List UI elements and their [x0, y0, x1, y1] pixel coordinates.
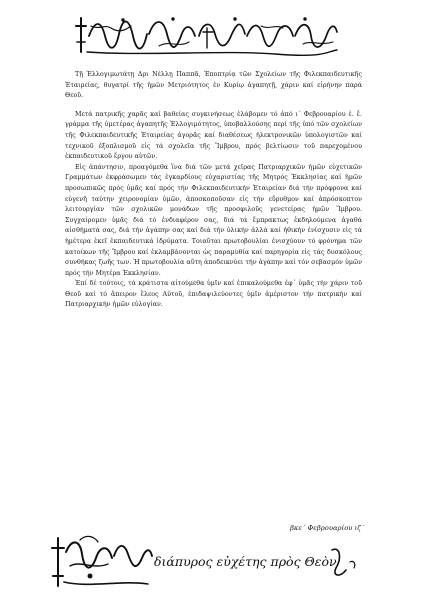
body-paragraph-2: Εἰς ἀπάντησιν, προαγόμεθα ἵνα διά τῶν μετά χεῖρας Πατριαρχικῶν ἡμῶν εὐχετικῶν Γραμμάτων ἐκφράσωμεν τάς ἐγκαρδίους εὐχαριστίας τῆς Μητρός Ἐκκλησίας καί ἡμῶν προσωπικῶς πρός ὑμᾶς καί πρός τήν Φιλεκπαιδευτικήν Ἑταιρείαν διά τήν πρόφρονα καί εὐγενῆ ταύτην χειρονομίαν ὑμῶν, ἀποσκοποῦσαν εἰς τήν εὔρυθμον καί ἀπρόσκοπτον λειτουργίαν τῶν σχολικῶν μονάδων τῆς προσφιλοῦς γενετείρας ἡμῶν Ἴμβρου. Συγχαίρομεν ὑμᾶς διά τό ἐνδιαφέρον σας, διά τά ἔμπρακτως ἐκδηλούμενα ἀγαθά αἰσθήματά σας, διά τήν ἀγάπην σας καί διά τήν ὑλικήν ἀλλά καί ἠθικήν ἐνίσχυσιν εἰς τά ἡμέτερα ἐκεῖ ἐκπαιδευτικά ἱδρύματα. Τοιαῦται πρωτοβουλίαι ἐνισχύουν τό φρόνημα τῶν κατοίκων τῆς Ἴμβρου καί ἐκλαμβάνονται ὡς παραμυθία καί παρηγορία εἰς τάς δυσκόλους συνθήκας ζωῆς των. Ἡ πρωτοβουλία αὕτη ἀποδεικνύει τήν ἀγάπην καί τόν σεβασμόν ὑμῶν πρός τήν Μητέρα Ἐκκλησίαν.	[65, 163, 362, 277]
body-paragraph-3: Ἐπί δέ τούτοις, τά κράτιστα αἰτούμεθα ὑμῖν καί ἐπικαλούμεθα ἐφ᾿ ὑμᾶς τήν χάριν τοῦ Θεοῦ καί τό ἄπειρον ἔλεος Αὐτοῦ, ἐπιδαψιλεύοντες ὑμῖν ἀμέριστον τήν πατρικήν καί Πατριαρχικήν ἡμῶν εὐλογίαν.	[65, 280, 362, 309]
header-monogram-signature	[75, 12, 340, 58]
body-paragraph-1: Μετά πατρικῆς χαρᾶς καί βαθείας συγκινήσεως ἐλάβομεν τό ἀπό ι΄ Φεβρουαρίου ἐ. ἔ. γράμμα τῆς ὑμετέρας ἀγαπητῆς Ἐλλογιμότητος, ὑποβαλλούσης περί τῆς ὑπό τῶν σχολείων τῆς Φιλεκπαιδευτικῆς Ἑταιρείας ἀγορᾶς καί διαθέσεως ἠλεκτρονικῶν ὑπολογιστῶν καί τεχνικοῦ ἐξοπλισμοῦ εἰς τά σχολεῖα τῆς Ἴμβρου, πρός βελτίωσιν τοῦ παρεχομένου ἐκπαιδευτικοῦ ἔργου αὐτῶν.	[65, 110, 362, 161]
addressee-paragraph: Τῇ Ἐλλογιμωτάτῃ Δρι Νέλλῃ Παππᾶ, Ἐποπτρίᾳ τῶν Σχολείων τῆς Φιλεκπαιδευτικῆς Ἑταιρείας, θυγατρί τῆς ἡμῶν Μετριότητος ἐν Κυρίῳ ἀγαπητῇ, χάριν καί εἰρήνην παρά Θεοῦ.	[65, 71, 362, 100]
letter-body	[65, 70, 362, 311]
bottom-handwritten-signature	[50, 532, 362, 594]
date-line: βκε΄ Φεβρουαρίου ιζ΄	[290, 524, 365, 532]
signature-text: διάπυρος εὐχέτης πρὸς Θεὸν	[154, 554, 337, 569]
